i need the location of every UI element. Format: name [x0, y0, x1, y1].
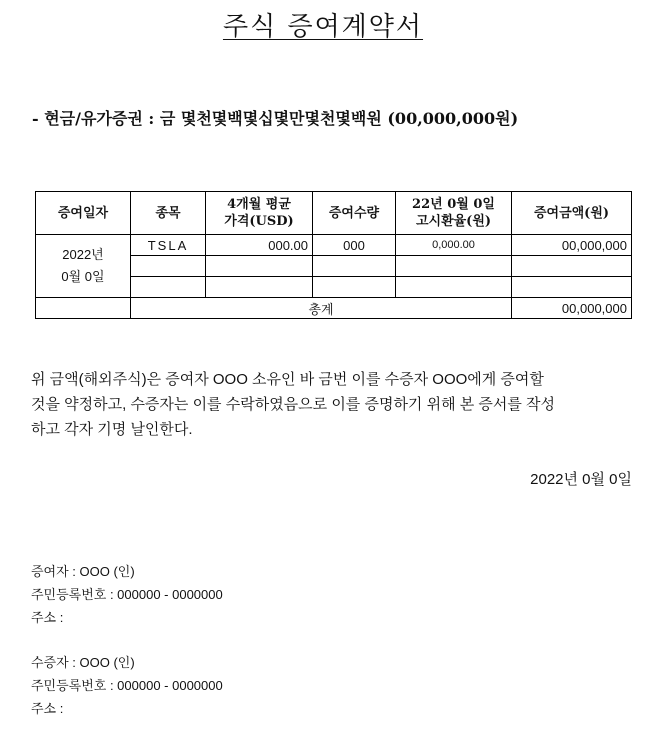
donee-block	[31, 651, 223, 720]
quantity-cell: 000	[313, 235, 396, 256]
paragraph-line: 위 금액(해외주식)은 증여자 OOO 소유인 바 금번 이를 수증자 OOO에게 증여할	[31, 371, 544, 388]
gift-table	[35, 191, 632, 319]
paragraph-line: 하고 각자 기명 날인한다.	[31, 421, 193, 438]
exchange-rate-cell	[396, 256, 512, 277]
header-amount: 증여금액(원)	[512, 192, 632, 235]
exchange-rate-cell: 0,000.00	[396, 235, 512, 256]
avg-price-cell	[206, 277, 313, 298]
header-avg-price: 4개월 평균 가격(USD)	[206, 192, 313, 235]
amount-cell: 00,000,000	[512, 235, 632, 256]
total-label: 총계	[131, 298, 512, 319]
amount-cell	[512, 277, 632, 298]
table-row	[36, 235, 632, 256]
document-title-text: 주식 증여계약서	[222, 12, 424, 42]
gift-date-cell: 2022년 0월 0일	[36, 235, 131, 298]
donor-name: 증여자 : OOO (인)	[31, 564, 135, 579]
paragraph-line: 것을 약정하고, 수증자는 이를 수락하였음으로 이를 증명하기 위해 본 증서를 작성	[31, 396, 556, 413]
total-spacer-cell	[36, 298, 131, 319]
quantity-cell	[313, 256, 396, 277]
total-amount: 00,000,000	[512, 298, 632, 319]
avg-price-cell: 000.00	[206, 235, 313, 256]
donee-id-number: 주민등록번호 : 000000 - 0000000	[31, 678, 223, 693]
donor-block	[31, 560, 223, 629]
donee-address: 주소 :	[31, 701, 64, 716]
donor-address: 주소 :	[31, 610, 64, 625]
ticker-cell	[131, 256, 206, 277]
header-stock: 종목	[131, 192, 206, 235]
total-row	[36, 298, 632, 319]
donee-name: 수증자 : OOO (인)	[31, 655, 135, 670]
document-title	[0, 6, 646, 43]
ticker-cell: TSLA	[131, 235, 206, 256]
agreement-paragraph	[31, 367, 631, 442]
signing-date: 2022년 0월 0일	[530, 471, 632, 488]
header-quantity: 증여수량	[313, 192, 396, 235]
amount-cell	[512, 256, 632, 277]
ticker-cell	[131, 277, 206, 298]
header-gift-date: 증여일자	[36, 192, 131, 235]
exchange-rate-cell	[396, 277, 512, 298]
header-exchange-rate: 22년 0월 0일 고시환율(원)	[396, 192, 512, 235]
donor-id-number: 주민등록번호 : 000000 - 0000000	[31, 587, 223, 602]
cash-line: - 현금/유가증권 : 금 몇천몇백몇십몇만몇천몇백원 (00,000,000원)	[32, 109, 519, 128]
quantity-cell	[313, 277, 396, 298]
avg-price-cell	[206, 256, 313, 277]
table-header-row	[36, 192, 632, 235]
